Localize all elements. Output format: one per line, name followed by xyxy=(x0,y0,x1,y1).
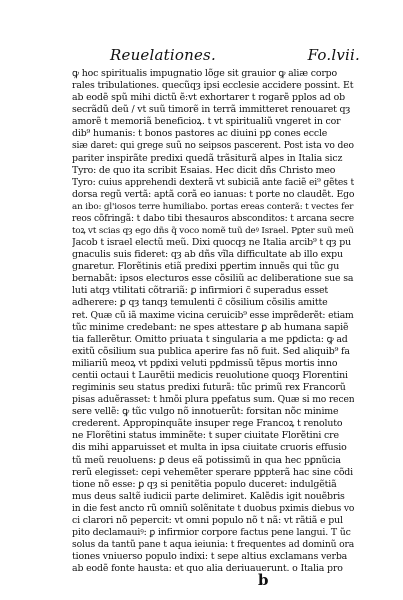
text-line: an ibo: gl'iosos terre humiliabo. portas ereas conterã: t vectes fer xyxy=(72,201,354,212)
text-line: Tyro: de quo ita scribit Esaias. Hec dicit dñs Christo meo xyxy=(72,164,336,176)
text-line: mus deus saltẽ iudicii parte delimiret. Kalẽdis igit nouẽbris xyxy=(72,490,345,502)
text-line: sere vellẽ: ꝙ tũc vulgo nõ innotuerũt: forsitan nõc minime xyxy=(72,406,339,418)
text-line: siæ daret: qui grege suũ no seipsos pascerent. Post ista vo deo xyxy=(72,141,354,152)
text-line: ab eodẽ fonte hausta: et quo alia deriuauerunt. o Italia pro xyxy=(72,563,343,575)
folio-number: Fo.lvii. xyxy=(307,46,360,64)
text-line: ab eodẽ spũ mihi dictũ ẽ:vt exhortarer t rogarẽ pplos ad ob xyxy=(72,92,345,104)
text-line: luti atqȝ vtilitati cõtrariã: ꝑ infirmiori c̃ superadus esset xyxy=(72,285,329,297)
body-text-block xyxy=(72,68,354,575)
text-line: tiones vniuerso populo indixi: t sepe altius exclamans verba xyxy=(72,551,348,563)
text-line: regiminis seu status predixi futurã: tũc primũ rex Francorũ xyxy=(72,382,346,394)
running-title: Reuelationes. xyxy=(110,46,216,64)
text-line: exitũ cõsilium sua publica aperire fas nõ fuit. Sed aliquib⁹ fa xyxy=(72,345,350,357)
text-line: adherere: ꝑ qȝ tanqȝ temulenti c̃ cõsilium cõsilis amitte xyxy=(72,297,328,309)
text-line: dis mihi apparuisset et multa in ipsa ciuitate cruoris effusio xyxy=(72,442,347,454)
text-line: reos cõfringã: t dabo tibi thesauros absconditos: t arcana secre xyxy=(72,213,354,224)
text-line: tũc minime credebant: ne spes attestare ꝑ ab humana sapiẽ xyxy=(72,321,349,333)
text-line: miliariũ meoꝝ vt pꝑdixi veluti pꝑdmissũ tẽpus mortis inno xyxy=(72,357,338,369)
text-line: gnaretur. Florẽtinis etiã predixi pꝑertim innuẽs qui tũc gu xyxy=(72,261,340,273)
text-line: pariter inspirãte predixi quedã trãsiturã alpes in Italia sicz xyxy=(72,152,343,164)
text-line: toꝝ vt scias qȝ ego dñs q̃ voco nomẽ tuũ deꝰ Israel. Pꝑter suũ meũ xyxy=(72,226,354,237)
text-line: in die fest ancto rũ omniũ solẽnitate t duobus pximis diebus vo xyxy=(72,502,354,514)
running-head xyxy=(110,46,360,64)
text-line: centii octaui t Laurẽtii medicis reuolutione quoqȝ Florentini xyxy=(72,369,348,381)
text-line: solus da tantũ pane t aqua ieiunia: t frequentes ad dominũ ora xyxy=(72,539,354,551)
text-line: bernabãt: ipsos electuros esse cõsiliũ ac deliberatione sue sa xyxy=(72,273,354,285)
text-line: Tyro: cuius apprehendi dexterã vt subiciã ante faciẽ ei⁹ gẽtes t xyxy=(72,176,354,188)
text-line: pisas aduẽrasset: t hmõi plura pꝑefatus sum. Quæ si mo recen xyxy=(72,394,354,406)
text-line: ꝙ hoc spiritualis impugnatio lõge sit grauior ꝙ aliæ corpo xyxy=(72,68,338,79)
text-line: crederent. Appropinquãte insuper rege Francoꝝ t renoluto xyxy=(72,418,343,430)
text-line: gnaculis suis fideret: qȝ ab dñs vĩla difficultate ab illo expu xyxy=(72,249,343,261)
text-line: tione nõ esse: ꝑ qȝ si penitẽtia populo duceret: indulgẽtiã xyxy=(72,478,337,490)
text-line: dorsa regũ vertã: aptã corã eo ianuas: t porte no claudẽt. Ego xyxy=(72,188,354,200)
text-line: tũ meũ reuoluens: ꝑ deus eã potissimũ in qua hec pꝑnũcia xyxy=(72,454,341,466)
text-line: secrãdũ deũ / vt suũ timorẽ in terrã immitteret renouaret qȝ xyxy=(72,104,351,116)
text-line: rales tribulationes. quecũqȝ ipsi ecclesie accidere possint. Et xyxy=(72,80,354,92)
text-line: tia fallerẽtur. Omitto priuata t singularia a me pꝑdicta: ꝙ ad xyxy=(72,333,348,345)
text-line: rerũ elegisset: cepi vehemẽter sperare pꝑpterã hac sine cõdi xyxy=(72,466,354,478)
text-line: ci clarori nõ pepercit: vt omni populo nõ t nã: vt rãtiã e pul xyxy=(72,514,343,526)
text-line: Jacob t israel electũ meũ. Dixi quocqȝ ne Italia arcib⁹ t qȝ pu xyxy=(72,237,351,249)
text-line: dib⁹ humanis: t bonos pastores ac diuini pꝑ cones eccle xyxy=(72,128,328,140)
text-line: amorẽ t memoriã beneficioꝝ. t vt spiritualiũ vngeret in cor xyxy=(72,116,341,128)
signature-mark: b xyxy=(258,571,269,589)
text-line: pito declamauiꝰ: ꝑ infirmior corpore factus pene langui. T ũc xyxy=(72,526,351,538)
text-line: ne Florẽtini status imminẽte: t super ciuitate Florẽtini cre xyxy=(72,430,339,442)
text-line: ret. Quæ cũ iã maxime vicina ceruicib⁹ esse imprẽderẽt: etiam xyxy=(72,309,354,321)
